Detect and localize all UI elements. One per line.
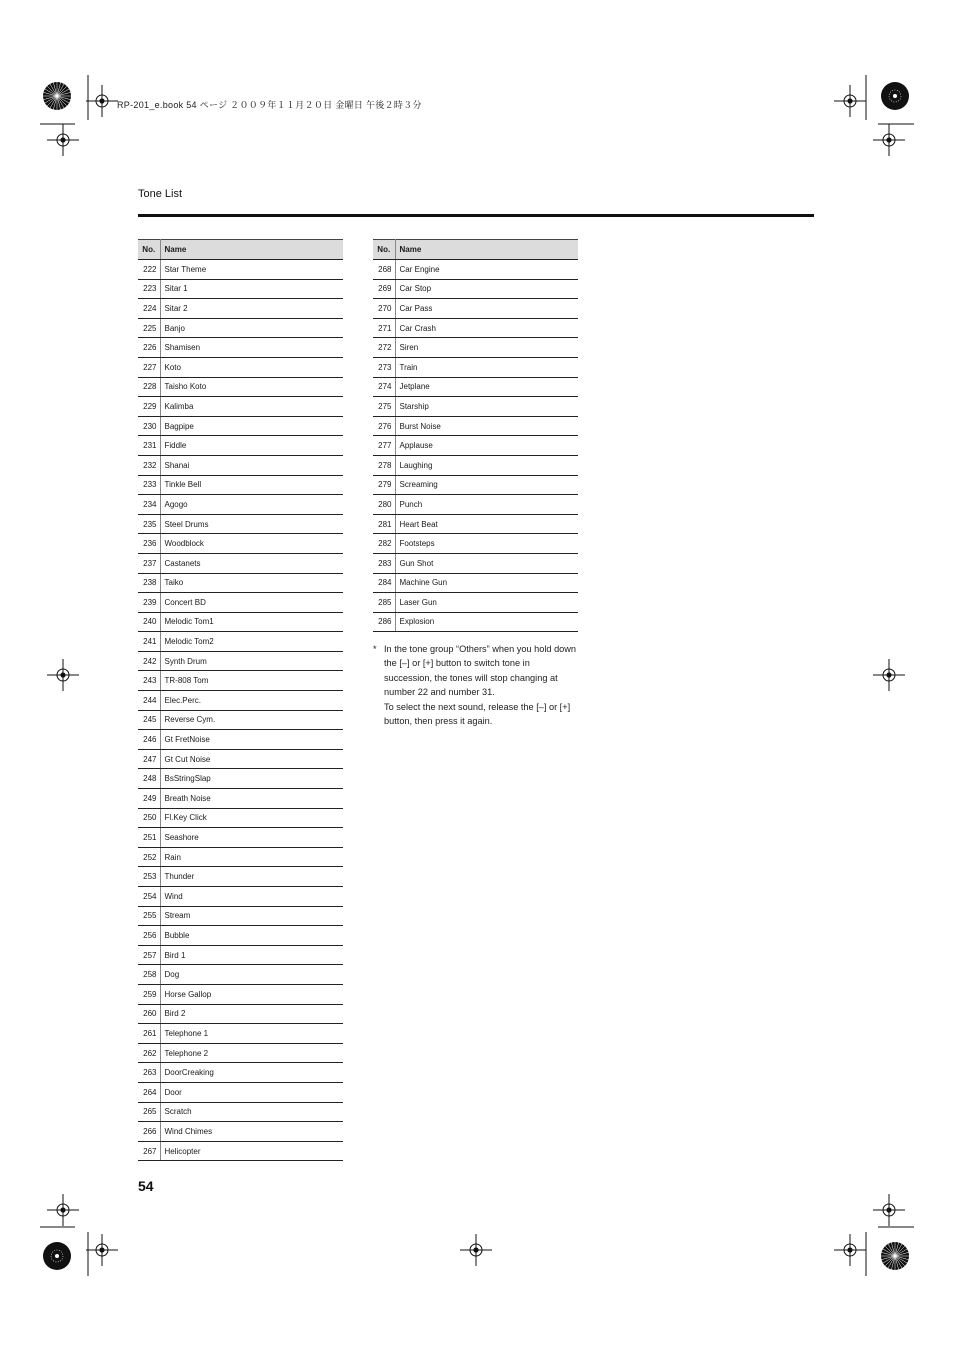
tone-table-left <box>138 239 343 1161</box>
registration-dotted-center <box>893 94 897 98</box>
tone-number: 267 <box>138 1141 160 1161</box>
table-row <box>138 416 343 436</box>
tone-name: Melodic Tom1 <box>160 612 343 632</box>
tone-number: 279 <box>373 475 395 495</box>
table-row <box>138 1043 343 1063</box>
tone-number: 283 <box>373 553 395 573</box>
tone-name: Kalimba <box>160 397 343 417</box>
table-row <box>138 475 343 495</box>
tone-name: Train <box>395 357 578 377</box>
table-row <box>138 651 343 671</box>
tone-name: Shanai <box>160 455 343 475</box>
tone-number: 228 <box>138 377 160 397</box>
tone-name: Star Theme <box>160 260 343 280</box>
tone-number: 264 <box>138 1082 160 1102</box>
tone-number: 253 <box>138 867 160 887</box>
tone-name: Castanets <box>160 553 343 573</box>
table-row <box>138 847 343 867</box>
tone-name: Wind Chimes <box>160 1122 343 1142</box>
tone-name: Dog <box>160 965 343 985</box>
tone-number: 275 <box>373 397 395 417</box>
tone-name: Telephone 2 <box>160 1043 343 1063</box>
tone-name: Tinkle Bell <box>160 475 343 495</box>
tone-number: 284 <box>373 573 395 593</box>
tone-number: 263 <box>138 1063 160 1083</box>
tone-number: 242 <box>138 651 160 671</box>
tone-number: 273 <box>373 357 395 377</box>
tone-name: Car Pass <box>395 299 578 319</box>
tone-name: Telephone 1 <box>160 1024 343 1044</box>
tone-name: DoorCreaking <box>160 1063 343 1083</box>
tone-number: 251 <box>138 828 160 848</box>
tone-number: 243 <box>138 671 160 691</box>
footnote-marker: * <box>373 644 377 654</box>
table-row <box>373 279 578 299</box>
tone-name: Machine Gun <box>395 573 578 593</box>
table-header-row <box>373 240 578 260</box>
title-rule <box>138 214 814 217</box>
table-row <box>373 455 578 475</box>
table-row <box>138 671 343 691</box>
table-row <box>373 514 578 534</box>
table-row <box>138 887 343 907</box>
table-row <box>138 279 343 299</box>
tone-number: 261 <box>138 1024 160 1044</box>
table-row <box>373 260 578 280</box>
table-row <box>138 1024 343 1044</box>
tone-name: Car Stop <box>395 279 578 299</box>
table-row <box>138 867 343 887</box>
tone-name: Taiko <box>160 573 343 593</box>
table-row <box>373 534 578 554</box>
tone-number: 285 <box>373 593 395 613</box>
table-row <box>138 710 343 730</box>
table-row <box>138 1063 343 1083</box>
table-row <box>138 612 343 632</box>
tone-number: 258 <box>138 965 160 985</box>
footnote-paragraph-2: To select the next sound, release the [–] or [+] button, then press it again. <box>384 701 571 727</box>
table-row <box>373 436 578 456</box>
table-row <box>138 1141 343 1161</box>
tone-name: Reverse Cym. <box>160 710 343 730</box>
tone-name: Siren <box>395 338 578 358</box>
tone-name: Wind <box>160 887 343 907</box>
tone-name: Bird 2 <box>160 1004 343 1024</box>
tone-name: Footsteps <box>395 534 578 554</box>
tone-number: 274 <box>373 377 395 397</box>
tone-number: 249 <box>138 789 160 809</box>
page-number: 54 <box>138 1178 154 1194</box>
table-row <box>138 318 343 338</box>
tone-number: 252 <box>138 847 160 867</box>
tone-name: Laser Gun <box>395 593 578 613</box>
tone-name: Gt FretNoise <box>160 730 343 750</box>
tone-number: 244 <box>138 691 160 711</box>
table-row <box>373 416 578 436</box>
table-row <box>138 260 343 280</box>
tone-name: Melodic Tom2 <box>160 632 343 652</box>
tone-number: 260 <box>138 1004 160 1024</box>
table-row <box>138 691 343 711</box>
tone-name: Elec.Perc. <box>160 691 343 711</box>
tone-number: 225 <box>138 318 160 338</box>
table-row <box>138 632 343 652</box>
tone-number: 245 <box>138 710 160 730</box>
table-row <box>373 357 578 377</box>
table-row <box>138 906 343 926</box>
tone-name: Gt Cut Noise <box>160 749 343 769</box>
table-row <box>138 593 343 613</box>
table-row <box>138 357 343 377</box>
tone-name: Explosion <box>395 612 578 632</box>
tone-number: 281 <box>373 514 395 534</box>
table-row <box>138 299 343 319</box>
section-title: Tone List <box>138 188 183 200</box>
tone-number: 271 <box>373 318 395 338</box>
tone-name: Horse Gallop <box>160 984 343 1004</box>
tone-number: 230 <box>138 416 160 436</box>
tone-name: TR-808 Tom <box>160 671 343 691</box>
table-row <box>373 338 578 358</box>
tone-name: Koto <box>160 357 343 377</box>
column-header-no: No. <box>138 240 160 260</box>
table-row <box>138 338 343 358</box>
column-header-name: Name <box>160 240 343 260</box>
tone-number: 246 <box>138 730 160 750</box>
column-header-no: No. <box>373 240 395 260</box>
tone-number: 277 <box>373 436 395 456</box>
tone-number: 254 <box>138 887 160 907</box>
tone-name: Laughing <box>395 455 578 475</box>
tone-name: Burst Noise <box>395 416 578 436</box>
tone-number: 223 <box>138 279 160 299</box>
table-row <box>138 436 343 456</box>
table-row <box>373 573 578 593</box>
table-row <box>138 965 343 985</box>
table-row <box>138 808 343 828</box>
tone-name: Concert BD <box>160 593 343 613</box>
tone-name: Sitar 1 <box>160 279 343 299</box>
table-row <box>138 573 343 593</box>
tone-name: Agogo <box>160 495 343 515</box>
tone-number: 257 <box>138 945 160 965</box>
tone-name: Car Crash <box>395 318 578 338</box>
tone-number: 278 <box>373 455 395 475</box>
tone-number: 227 <box>138 357 160 377</box>
tone-number: 282 <box>373 534 395 554</box>
tone-name: Stream <box>160 906 343 926</box>
tone-number: 270 <box>373 299 395 319</box>
tone-table-right <box>373 239 578 632</box>
tone-number: 239 <box>138 593 160 613</box>
table-row <box>138 749 343 769</box>
tone-number: 237 <box>138 553 160 573</box>
tone-number: 262 <box>138 1043 160 1063</box>
tone-number: 286 <box>373 612 395 632</box>
tone-name: Jetplane <box>395 377 578 397</box>
tone-number: 248 <box>138 769 160 789</box>
table-row <box>138 377 343 397</box>
print-header: RP-201_e.book 54 ページ ２００９年１１月２０日 金曜日 午後２時３分 <box>117 100 422 110</box>
table-row <box>138 1102 343 1122</box>
footnote <box>373 642 578 728</box>
tone-number: 226 <box>138 338 160 358</box>
tone-name: Gun Shot <box>395 553 578 573</box>
table-row <box>138 397 343 417</box>
tone-name: Heart Beat <box>395 514 578 534</box>
tone-name: Synth Drum <box>160 651 343 671</box>
tone-number: 235 <box>138 514 160 534</box>
tone-number: 272 <box>373 338 395 358</box>
table-row <box>138 828 343 848</box>
tone-number: 240 <box>138 612 160 632</box>
tone-name: Bagpipe <box>160 416 343 436</box>
table-row <box>373 318 578 338</box>
tone-name: Woodblock <box>160 534 343 554</box>
table-row <box>373 495 578 515</box>
tone-name: Thunder <box>160 867 343 887</box>
tone-name: Helicopter <box>160 1141 343 1161</box>
tone-name: Bird 1 <box>160 945 343 965</box>
table-row <box>138 789 343 809</box>
table-row <box>373 593 578 613</box>
tone-number: 247 <box>138 749 160 769</box>
table-row <box>138 1004 343 1024</box>
registration-dotted-center <box>55 1254 59 1258</box>
tone-number: 241 <box>138 632 160 652</box>
tone-name: Banjo <box>160 318 343 338</box>
tone-number: 233 <box>138 475 160 495</box>
table-row <box>138 945 343 965</box>
tone-name: Applause <box>395 436 578 456</box>
tone-number: 238 <box>138 573 160 593</box>
table-row <box>138 1122 343 1142</box>
tone-number: 265 <box>138 1102 160 1122</box>
tone-name: Breath Noise <box>160 789 343 809</box>
tone-name: Screaming <box>395 475 578 495</box>
tone-number: 255 <box>138 906 160 926</box>
table-row <box>138 926 343 946</box>
tone-number: 276 <box>373 416 395 436</box>
tone-name: BsStringSlap <box>160 769 343 789</box>
tone-name: Door <box>160 1082 343 1102</box>
table-row <box>138 769 343 789</box>
tone-name: Fiddle <box>160 436 343 456</box>
table-row <box>138 984 343 1004</box>
tone-name: Bubble <box>160 926 343 946</box>
footnote-paragraph-1: In the tone group “Others” when you hold down the [–] or [+] button to switch tone in succession, the tones will stop changing at number 22 and number 31. <box>384 644 577 698</box>
table-row <box>138 730 343 750</box>
table-row <box>373 475 578 495</box>
tone-name: Fl.Key Click <box>160 808 343 828</box>
table-header-row <box>138 240 343 260</box>
tone-number: 234 <box>138 495 160 515</box>
table-row <box>373 377 578 397</box>
tone-name: Starship <box>395 397 578 417</box>
tone-name: Shamisen <box>160 338 343 358</box>
tone-name: Punch <box>395 495 578 515</box>
tone-name: Taisho Koto <box>160 377 343 397</box>
tone-number: 266 <box>138 1122 160 1142</box>
tone-number: 231 <box>138 436 160 456</box>
tone-number: 232 <box>138 455 160 475</box>
table-row <box>373 397 578 417</box>
tone-name: Seashore <box>160 828 343 848</box>
tone-number: 250 <box>138 808 160 828</box>
tone-number: 259 <box>138 984 160 1004</box>
table-row <box>138 455 343 475</box>
tone-name: Steel Drums <box>160 514 343 534</box>
table-row <box>138 534 343 554</box>
tone-name: Rain <box>160 847 343 867</box>
tone-name: Car Engine <box>395 260 578 280</box>
tone-number: 224 <box>138 299 160 319</box>
table-row <box>138 514 343 534</box>
tone-number: 222 <box>138 260 160 280</box>
table-row <box>138 553 343 573</box>
table-row <box>373 612 578 632</box>
tone-name: Sitar 2 <box>160 299 343 319</box>
table-row <box>138 495 343 515</box>
table-row <box>373 299 578 319</box>
column-header-name: Name <box>395 240 578 260</box>
tone-number: 236 <box>138 534 160 554</box>
table-row <box>138 1082 343 1102</box>
tone-name: Scratch <box>160 1102 343 1122</box>
table-row <box>373 553 578 573</box>
tone-number: 269 <box>373 279 395 299</box>
tone-number: 280 <box>373 495 395 515</box>
tone-number: 268 <box>373 260 395 280</box>
tone-number: 256 <box>138 926 160 946</box>
tone-number: 229 <box>138 397 160 417</box>
